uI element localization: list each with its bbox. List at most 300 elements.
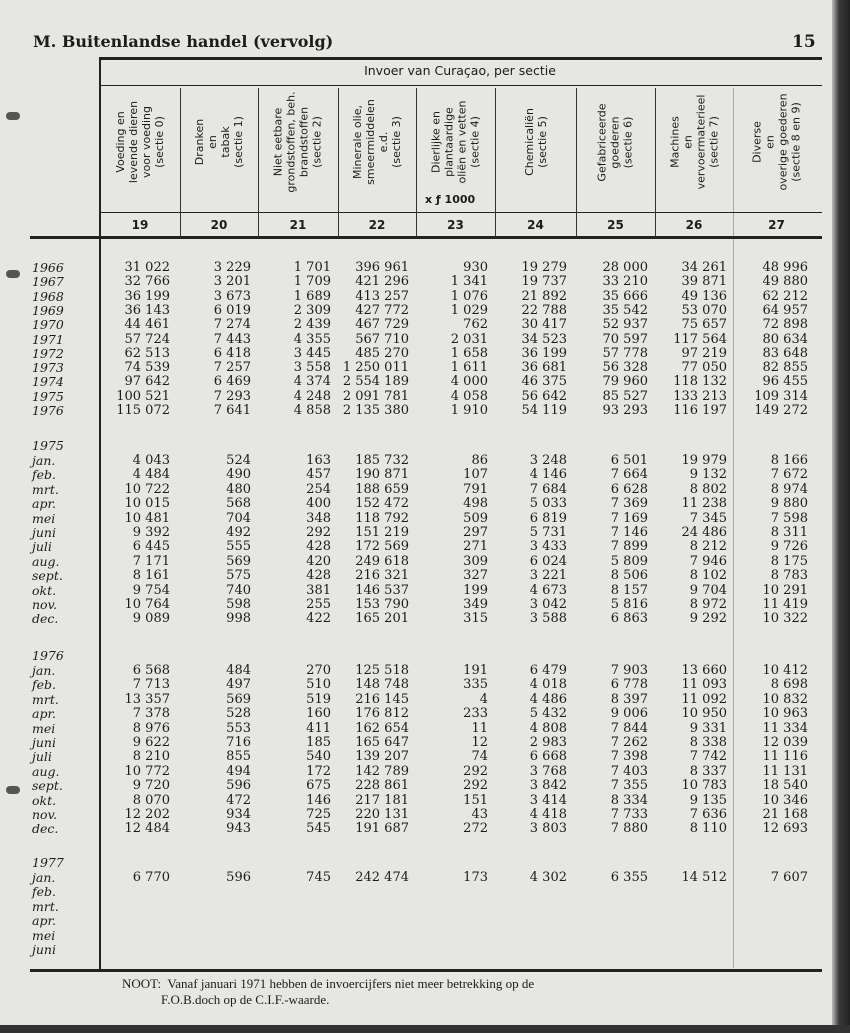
column-number: 27 xyxy=(768,218,785,232)
row-label: 1976 xyxy=(32,403,64,418)
row-label: juni xyxy=(32,525,56,540)
table-cell: 185 xyxy=(306,735,331,750)
table-cell: 1 701 xyxy=(293,260,331,275)
table-cell: 8 161 xyxy=(132,568,170,584)
table-cell: 8 783 xyxy=(770,568,808,584)
table-cell: 3 588 xyxy=(529,611,567,627)
table-cell: 139 207 xyxy=(355,749,409,765)
table-cell: 97 642 xyxy=(124,374,170,390)
row-label: feb. xyxy=(32,677,56,693)
table-cell: 4 355 xyxy=(293,331,331,347)
table-cell: 216 321 xyxy=(355,568,409,584)
table-cell: 12 202 xyxy=(124,807,170,822)
table-cell: 35 542 xyxy=(602,302,648,318)
column-header-label: Dierlijke en plantaardige oliën en vetten (sectie 4) xyxy=(429,100,482,184)
table-cell: 64 957 xyxy=(762,302,808,318)
column-header xyxy=(100,88,180,196)
table-cell: 8 334 xyxy=(610,792,648,808)
table-cell: 7 899 xyxy=(610,539,648,555)
table-cell: 8 070 xyxy=(132,792,170,808)
table-cell: 9 726 xyxy=(770,539,808,555)
table-cell: 7 369 xyxy=(610,496,648,512)
row-label: aug. xyxy=(32,763,60,779)
table-cell: 8 802 xyxy=(689,481,727,497)
table-cell: 12 xyxy=(471,735,488,750)
table-cell: 569 xyxy=(226,553,251,569)
table-cell: 6 445 xyxy=(132,539,170,555)
column-header-label: Diverse en overige goederen (sectie 8 en 9) xyxy=(750,93,803,191)
table-cell: 216 145 xyxy=(355,691,409,707)
table-cell: 400 xyxy=(306,496,331,512)
table-cell: 428 xyxy=(306,568,331,584)
table-cell: 7 257 xyxy=(213,360,251,376)
table-cell: 480 xyxy=(226,481,251,497)
table-cell: 70 597 xyxy=(602,331,648,347)
table-cell: 176 812 xyxy=(355,706,409,722)
table-cell: 19 737 xyxy=(521,274,567,290)
table-cell: 109 314 xyxy=(754,388,808,404)
row-label: apr. xyxy=(32,913,57,929)
table-cell: 4 673 xyxy=(529,582,567,598)
table-cell: 6 479 xyxy=(529,663,567,678)
table-cell: 7 378 xyxy=(132,706,170,722)
column-header-label: Chemicaliën (sectie 5) xyxy=(522,108,549,176)
table-cell: 292 xyxy=(306,525,331,540)
binder-hole xyxy=(6,270,20,278)
table-cell: 6 863 xyxy=(610,611,648,627)
table-cell: 8 102 xyxy=(689,568,727,584)
table-cell: 5 816 xyxy=(610,597,648,612)
table-cell: 7 293 xyxy=(213,388,251,404)
table-cell: 165 647 xyxy=(355,735,409,750)
table-cell: 292 xyxy=(463,778,488,794)
row-label: sept. xyxy=(32,568,63,584)
column-header-label: Niet eetbare grondstoffen, beh. brandstoffen (sectie 2) xyxy=(272,91,325,193)
table-cell: 485 270 xyxy=(355,345,409,361)
table-cell: 7 903 xyxy=(610,663,648,678)
table-cell: 52 937 xyxy=(602,317,648,333)
table-cell: 8 974 xyxy=(770,481,808,497)
year-label: 1975 xyxy=(32,438,64,453)
table-cell: 199 xyxy=(463,582,488,598)
table-cell: 6 024 xyxy=(529,553,567,569)
row-label: juni xyxy=(32,735,56,750)
row-label: 1969 xyxy=(32,302,64,318)
table-cell: 118 792 xyxy=(355,510,409,526)
table-cell: 3 433 xyxy=(529,539,567,555)
super-header: Invoer van Curaçao, per sectie xyxy=(364,63,556,78)
table-cell: 1 709 xyxy=(293,274,331,290)
table-cell: 528 xyxy=(226,706,251,722)
table-cell: 7 733 xyxy=(610,807,648,822)
table-cell: 142 789 xyxy=(355,763,409,779)
table-cell: 998 xyxy=(226,611,251,627)
table-cell: 153 790 xyxy=(355,597,409,612)
table-cell: 191 xyxy=(463,663,488,678)
table-cell: 6 418 xyxy=(213,345,251,361)
table-cell: 7 345 xyxy=(689,510,727,526)
table-cell: 381 xyxy=(306,582,331,598)
table-cell: 62 513 xyxy=(124,345,170,361)
row-label: nov. xyxy=(32,597,58,612)
page-title: M. Buitenlandse handel (vervolg) xyxy=(33,32,334,51)
table-cell: 133 213 xyxy=(673,388,727,404)
table-cell: 498 xyxy=(463,496,488,512)
table-cell: 1 250 011 xyxy=(342,360,409,376)
row-label: aug. xyxy=(32,553,60,569)
table-cell: 510 xyxy=(306,677,331,693)
table-cell: 492 xyxy=(226,525,251,540)
row-label: sept. xyxy=(32,778,63,794)
table-cell: 9 331 xyxy=(689,720,727,736)
table-cell: 8 506 xyxy=(610,568,648,584)
table-cell: 152 472 xyxy=(355,496,409,512)
table-cell: 36 199 xyxy=(124,288,170,304)
table-cell: 9 754 xyxy=(132,582,170,598)
table-cell: 7 169 xyxy=(610,510,648,526)
table-cell: 420 xyxy=(306,553,331,569)
table-cell: 411 xyxy=(306,720,331,736)
column-divider xyxy=(495,88,496,237)
table-cell: 56 642 xyxy=(521,388,567,404)
table-cell: 457 xyxy=(306,467,331,483)
table-cell: 327 xyxy=(463,568,488,584)
column-header xyxy=(258,88,338,196)
table-cell: 116 197 xyxy=(673,403,727,418)
year-label: 1976 xyxy=(32,648,64,663)
table-cell: 524 xyxy=(226,453,251,468)
top-rule xyxy=(100,57,822,60)
table-cell: 48 996 xyxy=(762,260,808,275)
table-cell: 85 527 xyxy=(602,388,648,404)
table-cell: 10 722 xyxy=(124,481,170,497)
table-cell: 472 xyxy=(226,792,251,808)
table-cell: 185 732 xyxy=(355,453,409,468)
table-cell: 8 698 xyxy=(770,677,808,693)
table-cell: 151 xyxy=(463,792,488,808)
column-header-label: Gefabriceerde goederen (sectie 6) xyxy=(595,102,635,182)
table-cell: 3 445 xyxy=(293,345,331,361)
table-cell: 43 xyxy=(471,807,488,822)
table-cell: 220 131 xyxy=(355,807,409,822)
table-cell: 762 xyxy=(463,317,488,333)
table-cell: 2 309 xyxy=(293,302,331,318)
row-label: mei xyxy=(32,927,56,943)
table-cell: 8 210 xyxy=(132,749,170,765)
row-label: okt. xyxy=(32,582,57,598)
table-cell: 943 xyxy=(226,821,251,837)
table-cell: 10 322 xyxy=(762,611,808,627)
table-cell: 7 742 xyxy=(689,749,727,765)
table-cell: 297 xyxy=(463,525,488,540)
table-cell: 2 031 xyxy=(450,331,488,347)
table-cell: 10 481 xyxy=(124,510,170,526)
row-label: 1971 xyxy=(32,331,64,347)
table-cell: 242 474 xyxy=(355,870,409,885)
row-label: 1973 xyxy=(32,360,64,376)
table-cell: 36 143 xyxy=(124,302,170,318)
table-cell: 4 018 xyxy=(529,677,567,693)
table-cell: 348 xyxy=(306,510,331,526)
row-label: mrt. xyxy=(32,691,59,707)
table-cell: 335 xyxy=(463,677,488,693)
table-cell: 1 076 xyxy=(450,288,488,304)
table-cell: 1 910 xyxy=(450,403,488,418)
table-cell: 11 116 xyxy=(762,749,808,765)
table-cell: 9 880 xyxy=(770,496,808,512)
table-cell: 740 xyxy=(226,582,251,598)
table-cell: 8 972 xyxy=(689,597,727,612)
table-cell: 8 175 xyxy=(770,553,808,569)
table-cell: 3 414 xyxy=(529,792,567,808)
table-cell: 3 248 xyxy=(529,453,567,468)
table-cell: 57 778 xyxy=(602,345,648,361)
table-cell: 4 302 xyxy=(529,870,567,885)
table-cell: 4 418 xyxy=(529,807,567,822)
table-cell: 8 976 xyxy=(132,720,170,736)
column-divider xyxy=(258,88,259,237)
table-cell: 568 xyxy=(226,496,251,512)
table-cell: 270 xyxy=(306,663,331,678)
table-cell: 7 844 xyxy=(610,720,648,736)
table-cell: 39 871 xyxy=(681,274,727,290)
table-cell: 3 042 xyxy=(529,597,567,612)
table-cell: 855 xyxy=(226,749,251,765)
table-cell: 490 xyxy=(226,467,251,483)
table-cell: 165 201 xyxy=(355,611,409,627)
table-cell: 6 568 xyxy=(132,663,170,678)
row-label: dec. xyxy=(32,611,59,627)
table-cell: 545 xyxy=(306,821,331,837)
column-divider xyxy=(576,88,577,237)
table-cell: 6 469 xyxy=(213,374,251,390)
table-cell: 6 501 xyxy=(610,453,648,468)
table-cell: 7 672 xyxy=(770,467,808,483)
table-cell: 115 072 xyxy=(116,403,170,418)
table-cell: 79 960 xyxy=(602,374,648,390)
table-cell: 34 261 xyxy=(681,260,727,275)
row-label: dec. xyxy=(32,821,59,837)
table-cell: 421 296 xyxy=(355,274,409,290)
table-cell: 191 687 xyxy=(355,821,409,837)
table-cell: 596 xyxy=(226,870,251,885)
page-bottom-edge xyxy=(0,1025,850,1033)
table-cell: 74 539 xyxy=(124,360,170,376)
table-cell: 11 334 xyxy=(762,720,808,736)
table-cell: 1 029 xyxy=(450,302,488,318)
column-header xyxy=(576,88,655,196)
table-cell: 3 221 xyxy=(529,568,567,584)
table-cell: 125 518 xyxy=(355,663,409,678)
table-cell: 9 135 xyxy=(689,792,727,808)
column-header-label: Dranken en tabak (sectie 1) xyxy=(192,116,245,168)
table-cell: 9 704 xyxy=(689,582,727,598)
table-cell: 9 622 xyxy=(132,735,170,750)
table-cell: 2 439 xyxy=(293,317,331,333)
table-cell: 49 880 xyxy=(762,274,808,290)
table-cell: 4 043 xyxy=(132,453,170,468)
column-number: 19 xyxy=(131,218,149,232)
row-label: jan. xyxy=(32,453,56,468)
table-cell: 7 607 xyxy=(770,870,808,885)
row-label: 1966 xyxy=(32,260,64,275)
row-label: feb. xyxy=(32,884,56,900)
row-label: 1970 xyxy=(32,317,64,333)
table-cell: 36 681 xyxy=(521,360,567,376)
table-cell: 36 199 xyxy=(521,345,567,361)
row-label: 1972 xyxy=(32,345,64,361)
column-header-label: Machines en vervoermaterieel (sectie 7) xyxy=(668,94,720,190)
table-cell: 3 673 xyxy=(213,288,251,304)
table-cell: 6 668 xyxy=(529,749,567,765)
unit-label: x ƒ 1000 xyxy=(425,193,476,206)
row-label: juli xyxy=(32,749,52,765)
table-cell: 569 xyxy=(226,691,251,707)
table-cell: 349 xyxy=(463,597,488,612)
table-cell: 930 xyxy=(463,260,488,275)
table-cell: 19 279 xyxy=(521,260,567,275)
table-cell: 1 341 xyxy=(450,274,488,290)
table-cell: 2 135 380 xyxy=(342,403,409,418)
table-cell: 271 xyxy=(463,539,488,555)
table-cell: 4 858 xyxy=(293,403,331,418)
table-cell: 190 871 xyxy=(355,467,409,483)
table-cell: 57 724 xyxy=(124,331,170,347)
table-cell: 96 455 xyxy=(762,374,808,390)
table-cell: 716 xyxy=(226,735,251,750)
table-cell: 704 xyxy=(226,510,251,526)
table-cell: 567 710 xyxy=(355,331,409,347)
table-cell: 4 146 xyxy=(529,467,567,483)
table-cell: 7 171 xyxy=(132,553,170,569)
table-cell: 97 219 xyxy=(681,345,727,361)
table-cell: 553 xyxy=(226,720,251,736)
table-cell: 428 xyxy=(306,539,331,555)
table-cell: 74 xyxy=(471,749,488,765)
table-cell: 4 808 xyxy=(529,720,567,736)
column-header xyxy=(655,88,733,196)
table-cell: 3 201 xyxy=(213,274,251,290)
table-cell: 497 xyxy=(226,677,251,693)
bottom-rule xyxy=(30,969,822,972)
table-cell: 11 xyxy=(471,720,488,736)
table-cell: 148 748 xyxy=(355,677,409,693)
table-cell: 3 803 xyxy=(529,821,567,837)
table-cell: 32 766 xyxy=(124,274,170,290)
table-cell: 151 219 xyxy=(355,525,409,540)
table-cell: 309 xyxy=(463,553,488,569)
table-cell: 427 772 xyxy=(355,302,409,318)
column-divider xyxy=(655,88,656,237)
column-divider xyxy=(416,88,417,237)
table-cell: 596 xyxy=(226,778,251,794)
header-rule xyxy=(100,212,822,213)
table-cell: 11 238 xyxy=(681,496,727,512)
table-cell: 7 946 xyxy=(689,553,727,569)
table-cell: 8 338 xyxy=(689,735,727,750)
table-cell: 10 783 xyxy=(681,778,727,794)
table-cell: 540 xyxy=(306,749,331,765)
table-cell: 72 898 xyxy=(762,317,808,333)
column-header xyxy=(495,88,576,196)
table-cell: 56 328 xyxy=(602,360,648,376)
row-label: mei xyxy=(32,720,56,736)
table-cell: 254 xyxy=(306,481,331,497)
table-cell: 62 212 xyxy=(762,288,808,304)
table-cell: 8 166 xyxy=(770,453,808,468)
table-cell: 13 660 xyxy=(681,663,727,678)
table-cell: 18 540 xyxy=(762,778,808,794)
table-cell: 10 950 xyxy=(681,706,727,722)
table-cell: 12 484 xyxy=(124,821,170,837)
column-number: 26 xyxy=(685,218,703,232)
table-cell: 8 397 xyxy=(610,691,648,707)
table-cell: 146 xyxy=(306,792,331,808)
table-cell: 6 355 xyxy=(610,870,648,885)
table-cell: 4 000 xyxy=(450,374,488,390)
table-cell: 77 050 xyxy=(681,360,727,376)
page-number: 15 xyxy=(792,32,816,52)
table-cell: 2 091 781 xyxy=(342,388,409,404)
row-label: jan. xyxy=(32,870,56,885)
table-cell: 413 257 xyxy=(355,288,409,304)
table-cell: 7 443 xyxy=(213,331,251,347)
table-cell: 35 666 xyxy=(602,288,648,304)
table-cell: 255 xyxy=(306,597,331,612)
table-cell: 1 611 xyxy=(450,360,488,376)
table-cell: 173 xyxy=(463,870,488,885)
table-cell: 4 486 xyxy=(529,691,567,707)
table-cell: 9 006 xyxy=(610,706,648,722)
row-label: juli xyxy=(32,539,52,555)
column-divider xyxy=(180,88,181,237)
table-cell: 6 770 xyxy=(132,870,170,885)
table-cell: 8 337 xyxy=(689,763,727,779)
table-cell: 467 729 xyxy=(355,317,409,333)
table-cell: 10 832 xyxy=(762,691,808,707)
table-cell: 30 417 xyxy=(521,317,567,333)
table-cell: 4 374 xyxy=(293,374,331,390)
table-cell: 249 618 xyxy=(355,553,409,569)
table-cell: 10 412 xyxy=(762,663,808,678)
table-cell: 675 xyxy=(306,778,331,794)
table-cell: 791 xyxy=(463,481,488,497)
table-cell: 44 461 xyxy=(124,317,170,333)
table-cell: 7 713 xyxy=(132,677,170,693)
table-cell: 494 xyxy=(226,763,251,779)
binder-hole xyxy=(6,786,20,794)
column-header xyxy=(180,88,258,196)
table-cell: 46 375 xyxy=(521,374,567,390)
table-cell: 3 842 xyxy=(529,778,567,794)
table-cell: 93 293 xyxy=(602,403,648,418)
table-cell: 934 xyxy=(226,807,251,822)
row-label: apr. xyxy=(32,706,57,722)
table-cell: 7 880 xyxy=(610,821,648,837)
table-cell: 484 xyxy=(226,663,251,678)
table-cell: 49 136 xyxy=(681,288,727,304)
table-cell: 14 512 xyxy=(681,870,727,885)
table-cell: 315 xyxy=(463,611,488,627)
table-cell: 8 110 xyxy=(689,821,727,837)
table-cell: 7 641 xyxy=(213,403,251,418)
table-cell: 9 292 xyxy=(689,611,727,627)
table-cell: 21 168 xyxy=(762,807,808,822)
table-cell: 53 070 xyxy=(681,302,727,318)
table-cell: 10 963 xyxy=(762,706,808,722)
table-cell: 160 xyxy=(306,706,331,722)
table-cell: 5 731 xyxy=(529,525,567,540)
